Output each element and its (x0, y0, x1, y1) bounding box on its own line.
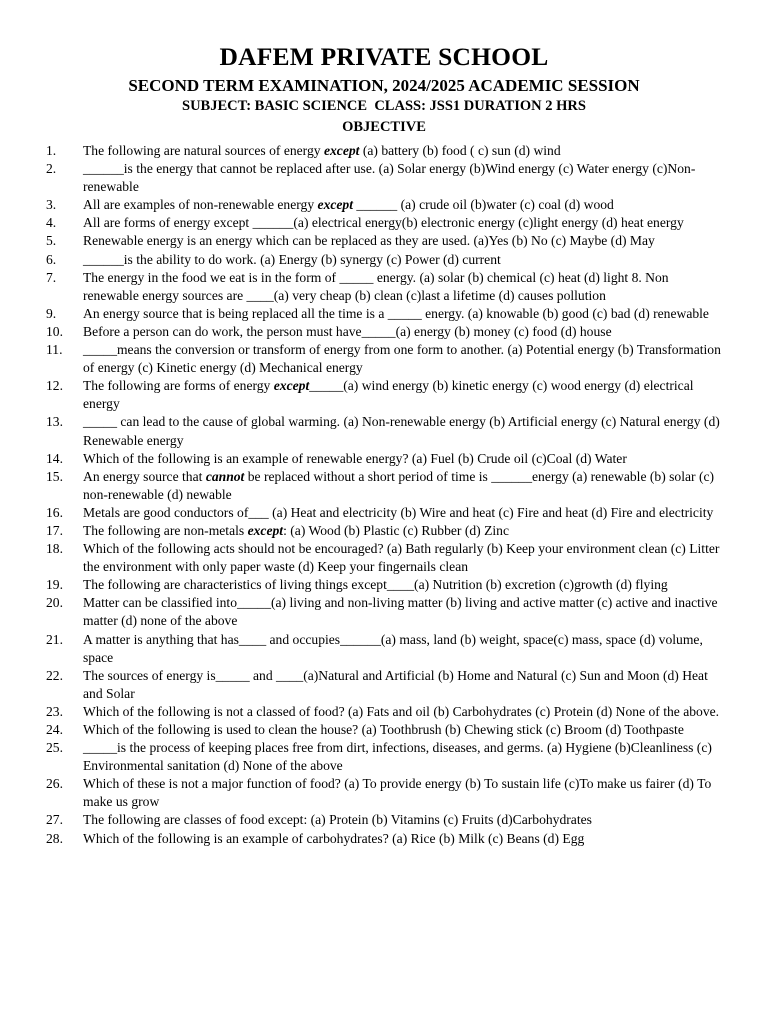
question-text-segment: ______is the ability to do work. (a) Energy (b) synergy (c) Power (d) current (83, 251, 501, 267)
question-text-segment: All are examples of non-renewable energy (83, 197, 318, 213)
question-text (83, 413, 725, 449)
question-item (0, 703, 768, 721)
section-heading: OBJECTIVE (342, 119, 426, 135)
question-text (83, 269, 725, 305)
question-item (0, 305, 768, 323)
question-text-segment: The following are characteristics of living things except____(a) Nutrition (b) excretion (c)growth (d) flying (83, 577, 668, 593)
school-name: DAFEM PRIVATE SCHOOL (219, 42, 549, 71)
question-text-segment: _____ can lead to the cause of global warming. (a) Non-renewable energy (b) Artificial energy (c) Natural energy (d) Renewable energy (83, 414, 720, 448)
question-item (0, 251, 768, 269)
question-item (0, 214, 768, 232)
question-text (83, 830, 725, 848)
question-item (0, 468, 768, 504)
question-number: 10. (46, 323, 63, 339)
question-text (83, 739, 725, 775)
question-list (0, 142, 768, 848)
question-text (83, 323, 725, 341)
question-item (0, 160, 768, 196)
question-text (83, 703, 725, 721)
question-text-segment: Which of the following acts should not be encouraged? (a) Bath regularly (b) Keep your environment clean (c) Litter the environment with only paper waste (d) Keep your fingernails clean (83, 541, 720, 575)
question-item (0, 540, 768, 576)
question-number: 2. (46, 161, 57, 177)
question-text (83, 594, 725, 630)
question-text (83, 504, 725, 522)
question-text (83, 305, 725, 323)
question-number: 1. (46, 143, 57, 158)
question-text-segment: Matter can be classified into_____(a) living and non-living matter (b) living and active matter (c) active and inactive matter (d) none of the above (83, 595, 718, 629)
question-text (83, 811, 725, 829)
question-text-segment: Before a person can do work, the person must have_____(a) energy (b) money (c) food (d) house (83, 323, 612, 339)
question-text (83, 721, 725, 739)
question-text (83, 468, 725, 504)
question-text-segment: The following are natural sources of energy (83, 143, 324, 158)
question-text-segment: Which of the following is not a classed of food? (a) Fats and oil (b) Carbohydrates (c) Protein (d) None of the above. (83, 703, 720, 719)
question-number: 11. (46, 342, 63, 358)
question-text (83, 214, 725, 232)
question-number: 7. (46, 269, 57, 285)
question-item (0, 594, 768, 630)
question-item (0, 504, 768, 522)
question-text (83, 667, 725, 703)
question-text-segment: (a) battery (b) food ( c) sun (d) wind (359, 143, 561, 158)
question-number: 15. (46, 468, 63, 484)
exam-title: SECOND TERM EXAMINATION, 2024/2025 ACADEMIC SESSION (128, 76, 640, 95)
question-item (0, 811, 768, 829)
question-item (0, 142, 768, 160)
question-text-segment: Which of the following is an example of carbohydrates? (a) Rice (b) Milk (c) Beans (d) Egg (83, 830, 585, 846)
question-number: 16. (46, 504, 63, 520)
question-number: 19. (46, 577, 63, 593)
question-item (0, 739, 768, 775)
question-text (83, 251, 725, 269)
question-item (0, 775, 768, 811)
question-text-segment: A matter is anything that has____ and occupies______(a) mass, land (b) weight, space(c) mass, space (d) volume, space (83, 631, 703, 665)
question-text (83, 377, 725, 413)
question-text-segment: The following are classes of food except: (a) Protein (b) Vitamins (c) Fruits (d)Carbohydrates (83, 812, 592, 828)
question-item (0, 667, 768, 703)
question-text (83, 450, 725, 468)
question-item (0, 269, 768, 305)
question-item (0, 830, 768, 848)
question-text-segment: Metals are good conductors of___ (a) Heat and electricity (b) Wire and heat (c) Fire and heat (d) Fire and electricity (83, 504, 714, 520)
question-text-segment: : (a) Wood (b) Plastic (c) Rubber (d) Zinc (283, 522, 509, 538)
question-text (83, 142, 725, 160)
emphasis-word: except (323, 143, 360, 158)
question-text-segment: be replaced without a short period of time is ______energy (a) renewable (b) solar (c) non-renewable (d) newable (83, 468, 715, 502)
question-number: 12. (46, 378, 63, 394)
question-number: 21. (46, 631, 63, 647)
question-text (83, 160, 725, 196)
question-item (0, 377, 768, 413)
question-text (83, 576, 725, 594)
question-text (83, 540, 725, 576)
question-item (0, 631, 768, 667)
question-text (83, 341, 725, 377)
question-item (0, 341, 768, 377)
question-item (0, 196, 768, 214)
question-text-segment: The sources of energy is_____ and ____(a)Natural and Artificial (b) Home and Natural (c) Sun and Moon (d) Heat and Solar (83, 667, 708, 701)
question-text-segment: _____is the process of keeping places free from dirt, infections, diseases, and germs. (a) Hygiene (b)Cleanliness (c) Environmental sanitation (d) None of the above (83, 740, 712, 774)
emphasis-word: except (273, 378, 310, 394)
question-item (0, 522, 768, 540)
question-number: 5. (46, 233, 57, 249)
question-text-segment: Which of the following is an example of renewable energy? (a) Fuel (b) Crude oil (c)Coal (d) Water (83, 450, 627, 466)
subject-line: SUBJECT: BASIC SCIENCE CLASS: JSS1 DURATION 2 HRS (182, 98, 586, 114)
question-text-segment: An energy source that is being replaced all the time is a _____ energy. (a) knowable (b) good (c) bad (d) renewable (83, 305, 709, 321)
question-text-segment: _____means the conversion or transform of energy from one form to another. (a) Potential energy (b) Transformation of energy (c) Kinetic energy (d) Mechanical energy (83, 342, 721, 376)
question-text-segment: Which of these is not a major function of food? (a) To provide energy (b) To sustain life (c)To make us fairer (d) To make us grow (83, 776, 712, 810)
question-number: 17. (46, 522, 63, 538)
question-item (0, 450, 768, 468)
question-number: 3. (46, 197, 57, 213)
question-number: 22. (46, 667, 63, 683)
question-number: 9. (46, 305, 57, 321)
question-item (0, 323, 768, 341)
question-number: 14. (46, 450, 63, 466)
question-text-segment: The following are forms of energy (83, 378, 274, 394)
question-text-segment: The energy in the food we eat is in the form of _____ energy. (a) solar (b) chemical (c) heat (d) light 8. Non renewable energy sources are ____(a) very cheap (b) clean (c)last a lifetime (d) causes pollution (83, 269, 669, 303)
question-item (0, 413, 768, 449)
emphasis-word: cannot (205, 468, 245, 484)
question-item (0, 232, 768, 250)
question-number: 25. (46, 740, 63, 756)
question-number: 18. (46, 541, 63, 557)
question-number: 13. (46, 414, 63, 430)
question-number: 27. (46, 812, 63, 828)
emphasis-word: except (247, 522, 284, 538)
question-text-segment: An energy source that (83, 468, 206, 484)
question-text-segment: _____(a) wind energy (b) kinetic energy (c) wood energy (d) electrical energy (83, 378, 694, 412)
question-text (83, 631, 725, 667)
question-number: 20. (46, 595, 63, 611)
question-text (83, 775, 725, 811)
question-text-segment: All are forms of energy except ______(a) electrical energy(b) electronic energy (c)light energy (d) heat energy (83, 215, 684, 231)
question-text (83, 196, 725, 214)
question-item (0, 721, 768, 739)
question-number: 28. (46, 830, 63, 846)
question-number: 4. (46, 215, 57, 231)
question-text-segment: Which of the following is used to clean the house? (a) Toothbrush (b) Chewing stick (c) Broom (d) Toothpaste (83, 722, 684, 737)
question-text-segment: The following are non-metals (83, 522, 248, 538)
question-text-segment: Renewable energy is an energy which can be replaced as they are used. (a)Yes (b) No (c) Maybe (d) May (83, 233, 655, 249)
question-text-segment: ______is the energy that cannot be replaced after use. (a) Solar energy (b)Wind energy (c) Water energy (c)Non-renewable (83, 161, 696, 195)
question-number: 6. (46, 251, 57, 267)
question-number: 23. (46, 703, 63, 719)
question-text-segment: ______ (a) crude oil (b)water (c) coal (d) wood (353, 197, 614, 213)
question-item (0, 576, 768, 594)
question-text (83, 232, 725, 250)
question-text (83, 522, 725, 540)
question-number: 24. (46, 722, 63, 737)
emphasis-word: except (317, 197, 354, 213)
question-number: 26. (46, 776, 63, 792)
